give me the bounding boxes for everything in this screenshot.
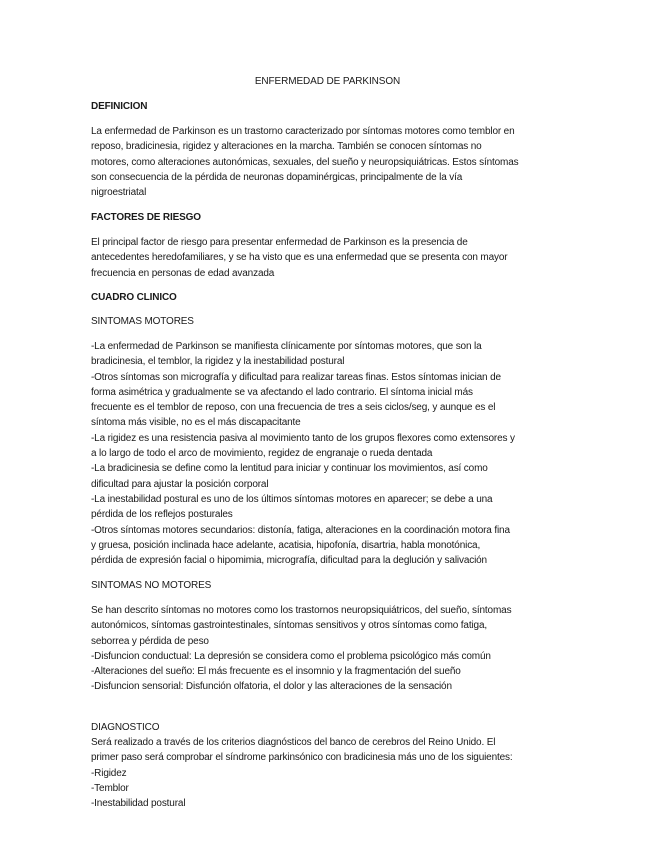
text-line: pérdida de los reflejos posturales <box>91 509 233 521</box>
text-line: -Alteraciones del sueño: El más frecuente es el insomnio y la fragmentación del sueño <box>91 666 461 678</box>
text-line: Será realizado a través de los criterios diagnósticos del banco de cerebros del Reino Unido. El <box>91 737 496 748</box>
paragraph-sintomas-no-motores <box>91 603 511 695</box>
text-line: -Disfuncion conductual: La depresión se considera como el problema psicológico más común <box>91 650 491 662</box>
text-line: pérdida de expresión facial o hipomimia, micrografía, dificultad para la deglución y salivación <box>91 555 487 567</box>
text-line: -La rigidez es una resistencia pasiva al movimiento tanto de los grupos flexores como extensores y <box>91 432 515 444</box>
heading-factores: FACTORES DE RIESGO <box>91 212 201 223</box>
text-line: frecuente es el temblor de reposo, con una frecuencia de tres a seis ciclos/seg, y aunque es el <box>91 402 496 414</box>
text-line: -Disfuncion sensorial: Disfunción olfatoria, el dolor y las alteraciones de la sensación <box>91 681 452 693</box>
text-line: -Rigidez <box>91 767 127 779</box>
text-line: Se han descrito síntomas no motores como los trastornos neuropsiquiátricos, del sueño, síntomas <box>91 605 512 616</box>
heading-cuadro-clinico: CUADRO CLINICO <box>91 292 177 303</box>
text-line: frecuencia en personas de edad avanzada <box>91 267 275 279</box>
text-line: -Inestabilidad postural <box>91 798 186 810</box>
paragraph-sintomas-motores <box>91 339 515 568</box>
text-line: síntoma más visible, no es el más discapacitante <box>91 417 301 429</box>
text-line: nigroestriatal <box>91 187 147 199</box>
paragraph-factores <box>91 235 507 281</box>
text-line: -La inestabilidad postural es uno de los últimos síntomas motores en aparecer; se debe a una <box>91 493 493 505</box>
document-title: ENFERMEDAD DE PARKINSON <box>254 76 401 87</box>
text-line: -Otros síntomas motores secundarios: distonía, fatiga, alteraciones en la coordinación motora fina <box>91 524 510 536</box>
text-line: bradicinesia, el temblor, la rigidez y la inestabilidad postural <box>91 356 345 368</box>
text-line: y gruesa, posición inclinada hace adelante, acatisia, hipofonía, disartria, habla monotónica, <box>91 539 481 551</box>
heading-sintomas-no-motores: SINTOMAS NO MOTORES <box>91 580 212 591</box>
heading-diagnostico: DIAGNOSTICO <box>91 722 160 733</box>
text-line: motores, como alteraciones autonómicas, sexuales, del sueño y neuropsiquiátricas. Estos síntomas <box>91 156 519 168</box>
text-line: forma asimétrica y gradualmente se va afectando el lado contrario. El síntoma inicial más <box>91 386 473 398</box>
text-line: La enfermedad de Parkinson es un trastorno caracterizado por síntomas motores como temblor en <box>91 126 515 137</box>
text-line: dificultad para ajustar la posición corporal <box>91 478 269 490</box>
text-line: seborrea y pérdida de peso <box>91 635 209 647</box>
text-line: antecedentes heredofamiliares, y se ha visto que es una enfermedad que se presenta con mayor <box>91 252 508 264</box>
text-line: son consecuencia de la pérdida de neuronas dopaminérgicas, principalmente de la vía <box>91 171 463 183</box>
paragraph-definicion <box>91 124 519 200</box>
text-line: a lo largo de todo el arco de movimiento, regidez de engranaje o rueda dentada <box>91 448 433 460</box>
text-line: El principal factor de riesgo para presentar enfermedad de Parkinson es la presencia de <box>91 237 468 248</box>
text-line: -La bradicinesia se define como la lentitud para iniciar y continuar los movimientos, así como <box>91 463 488 475</box>
text-line: autonómicos, síntomas gastrointestinales, síntomas sensitivos y otros síntomas como fatiga, <box>91 620 487 632</box>
text-line: -La enfermedad de Parkinson se manifiesta clínicamente por síntomas motores, que son la <box>91 341 482 352</box>
text-line: primer paso será comprobar el síndrome parkinsónico con bradicinesia más uno de los siguientes: <box>91 752 513 764</box>
text-line: reposo, bradicinesia, rigidez y alteraciones en la marcha. También se conocen síntomas no <box>91 141 482 153</box>
text-line: -Otros síntomas son micrografía y dificultad para realizar tareas finas. Estos síntomas inician de <box>91 371 501 383</box>
text-line: -Temblor <box>91 782 129 794</box>
heading-definicion: DEFINICION <box>91 101 148 112</box>
paragraph-diagnostico <box>91 735 513 811</box>
heading-sintomas-motores: SINTOMAS MOTORES <box>91 316 194 327</box>
